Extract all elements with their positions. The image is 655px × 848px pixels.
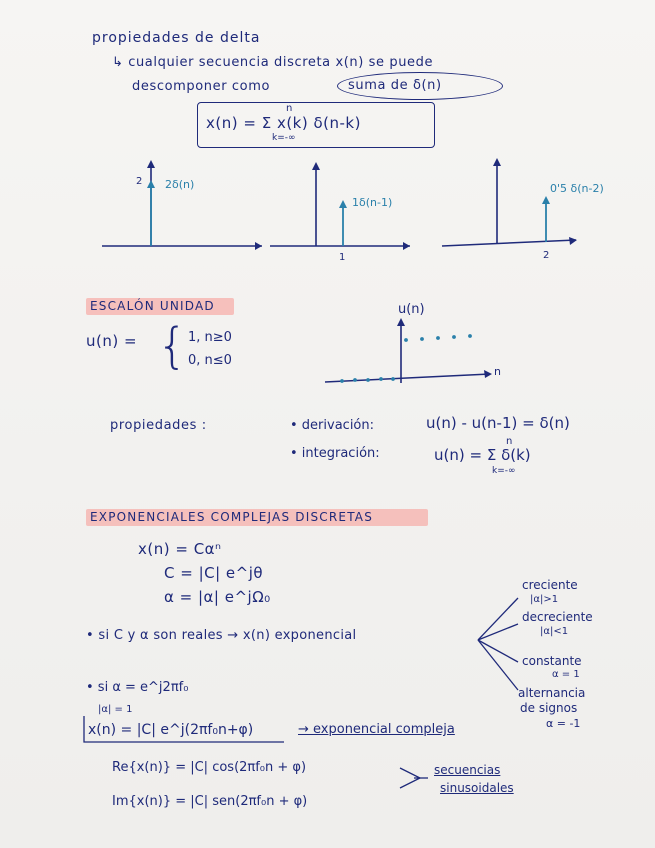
escalon-prop1-formula: u(n) - u(n-1) = δ(n) [426, 414, 570, 432]
exp-result2: sinusoidales [440, 781, 514, 795]
exp-bullet2-sub: |α| = 1 [98, 704, 133, 715]
escalon-prop1-label: • derivación: [290, 418, 374, 433]
graph3-tick: 2 [543, 250, 550, 261]
exp-eq2: C = |C| e^jθ [164, 564, 264, 582]
graph2-label: 1δ(n-1) [352, 196, 393, 209]
escalon-def-lhs: u(n) = [86, 332, 138, 350]
exp-boxed: x(n) = |C| e^j(2πf₀n+φ) [88, 722, 254, 738]
delta-formula: x(n) = Σ x(k) δ(n-k) [206, 114, 361, 132]
graph1-ylabel: 2 [136, 176, 143, 187]
step-plot-axis: n [494, 365, 501, 378]
exp-bullet1: • si C y α son reales → x(n) exponencial [86, 628, 357, 643]
escalon-prop2-formula: u(n) = Σ δ(k) [434, 446, 531, 464]
branch3-sub: α = 1 [552, 669, 580, 680]
graph2-tick: 1 [339, 252, 346, 263]
branch3: constante [522, 654, 582, 668]
exponenciales-heading: EXPONENCIALES COMPLEJAS DISCRETAS [90, 510, 374, 524]
branch2: decreciente [522, 610, 593, 624]
branch1: creciente [522, 578, 578, 592]
delta-line-2a: descomponer como [132, 79, 271, 94]
branch2-sub: |α|<1 [540, 626, 569, 637]
sum-bottom: k=-∞ [272, 133, 296, 143]
escalon-prop-label: propiedades : [110, 418, 207, 433]
exp-result1: secuencias [434, 763, 501, 777]
step-plot-title: u(n) [398, 302, 425, 317]
escalon-prop2-top: n [506, 436, 513, 447]
escalon-prop2-label: • integración: [290, 446, 380, 461]
branch4a: alternancia [518, 686, 586, 700]
escalon-case2: 0, n≤0 [188, 353, 232, 368]
exp-re: Re{x(n)} = |C| cos(2πf₀n + φ) [112, 760, 307, 775]
graph1-label: 2δ(n) [165, 178, 195, 191]
delta-title: propiedades de delta [92, 30, 261, 46]
branch4-sub: α = -1 [546, 717, 581, 730]
exp-arrow-label: → exponencial compleja [298, 722, 455, 737]
delta-line-1: ↳ cualquier secuencia discreta x(n) se puede [112, 55, 434, 70]
branch4b: de signos [520, 701, 578, 715]
escalon-heading: ESCALÓN UNIDAD [90, 299, 215, 313]
escalon-prop2-bottom: k=-∞ [492, 466, 516, 476]
exp-eq3: α = |α| e^jΩ₀ [164, 588, 271, 606]
exp-eq1: x(n) = Cαⁿ [138, 540, 222, 558]
escalon-case1: 1, n≥0 [188, 330, 232, 345]
exp-bullet2: • si α = e^j2πf₀ [86, 680, 189, 695]
escalon-brace: { [157, 318, 188, 374]
branch1-sub: |α|>1 [530, 594, 559, 605]
delta-line-2b: suma de δ(n) [348, 78, 442, 93]
exp-im: Im{x(n)} = |C| sen(2πf₀n + φ) [112, 794, 308, 809]
sum-top: n [286, 103, 293, 114]
graph3-label: 0'5 δ(n-2) [550, 182, 604, 195]
